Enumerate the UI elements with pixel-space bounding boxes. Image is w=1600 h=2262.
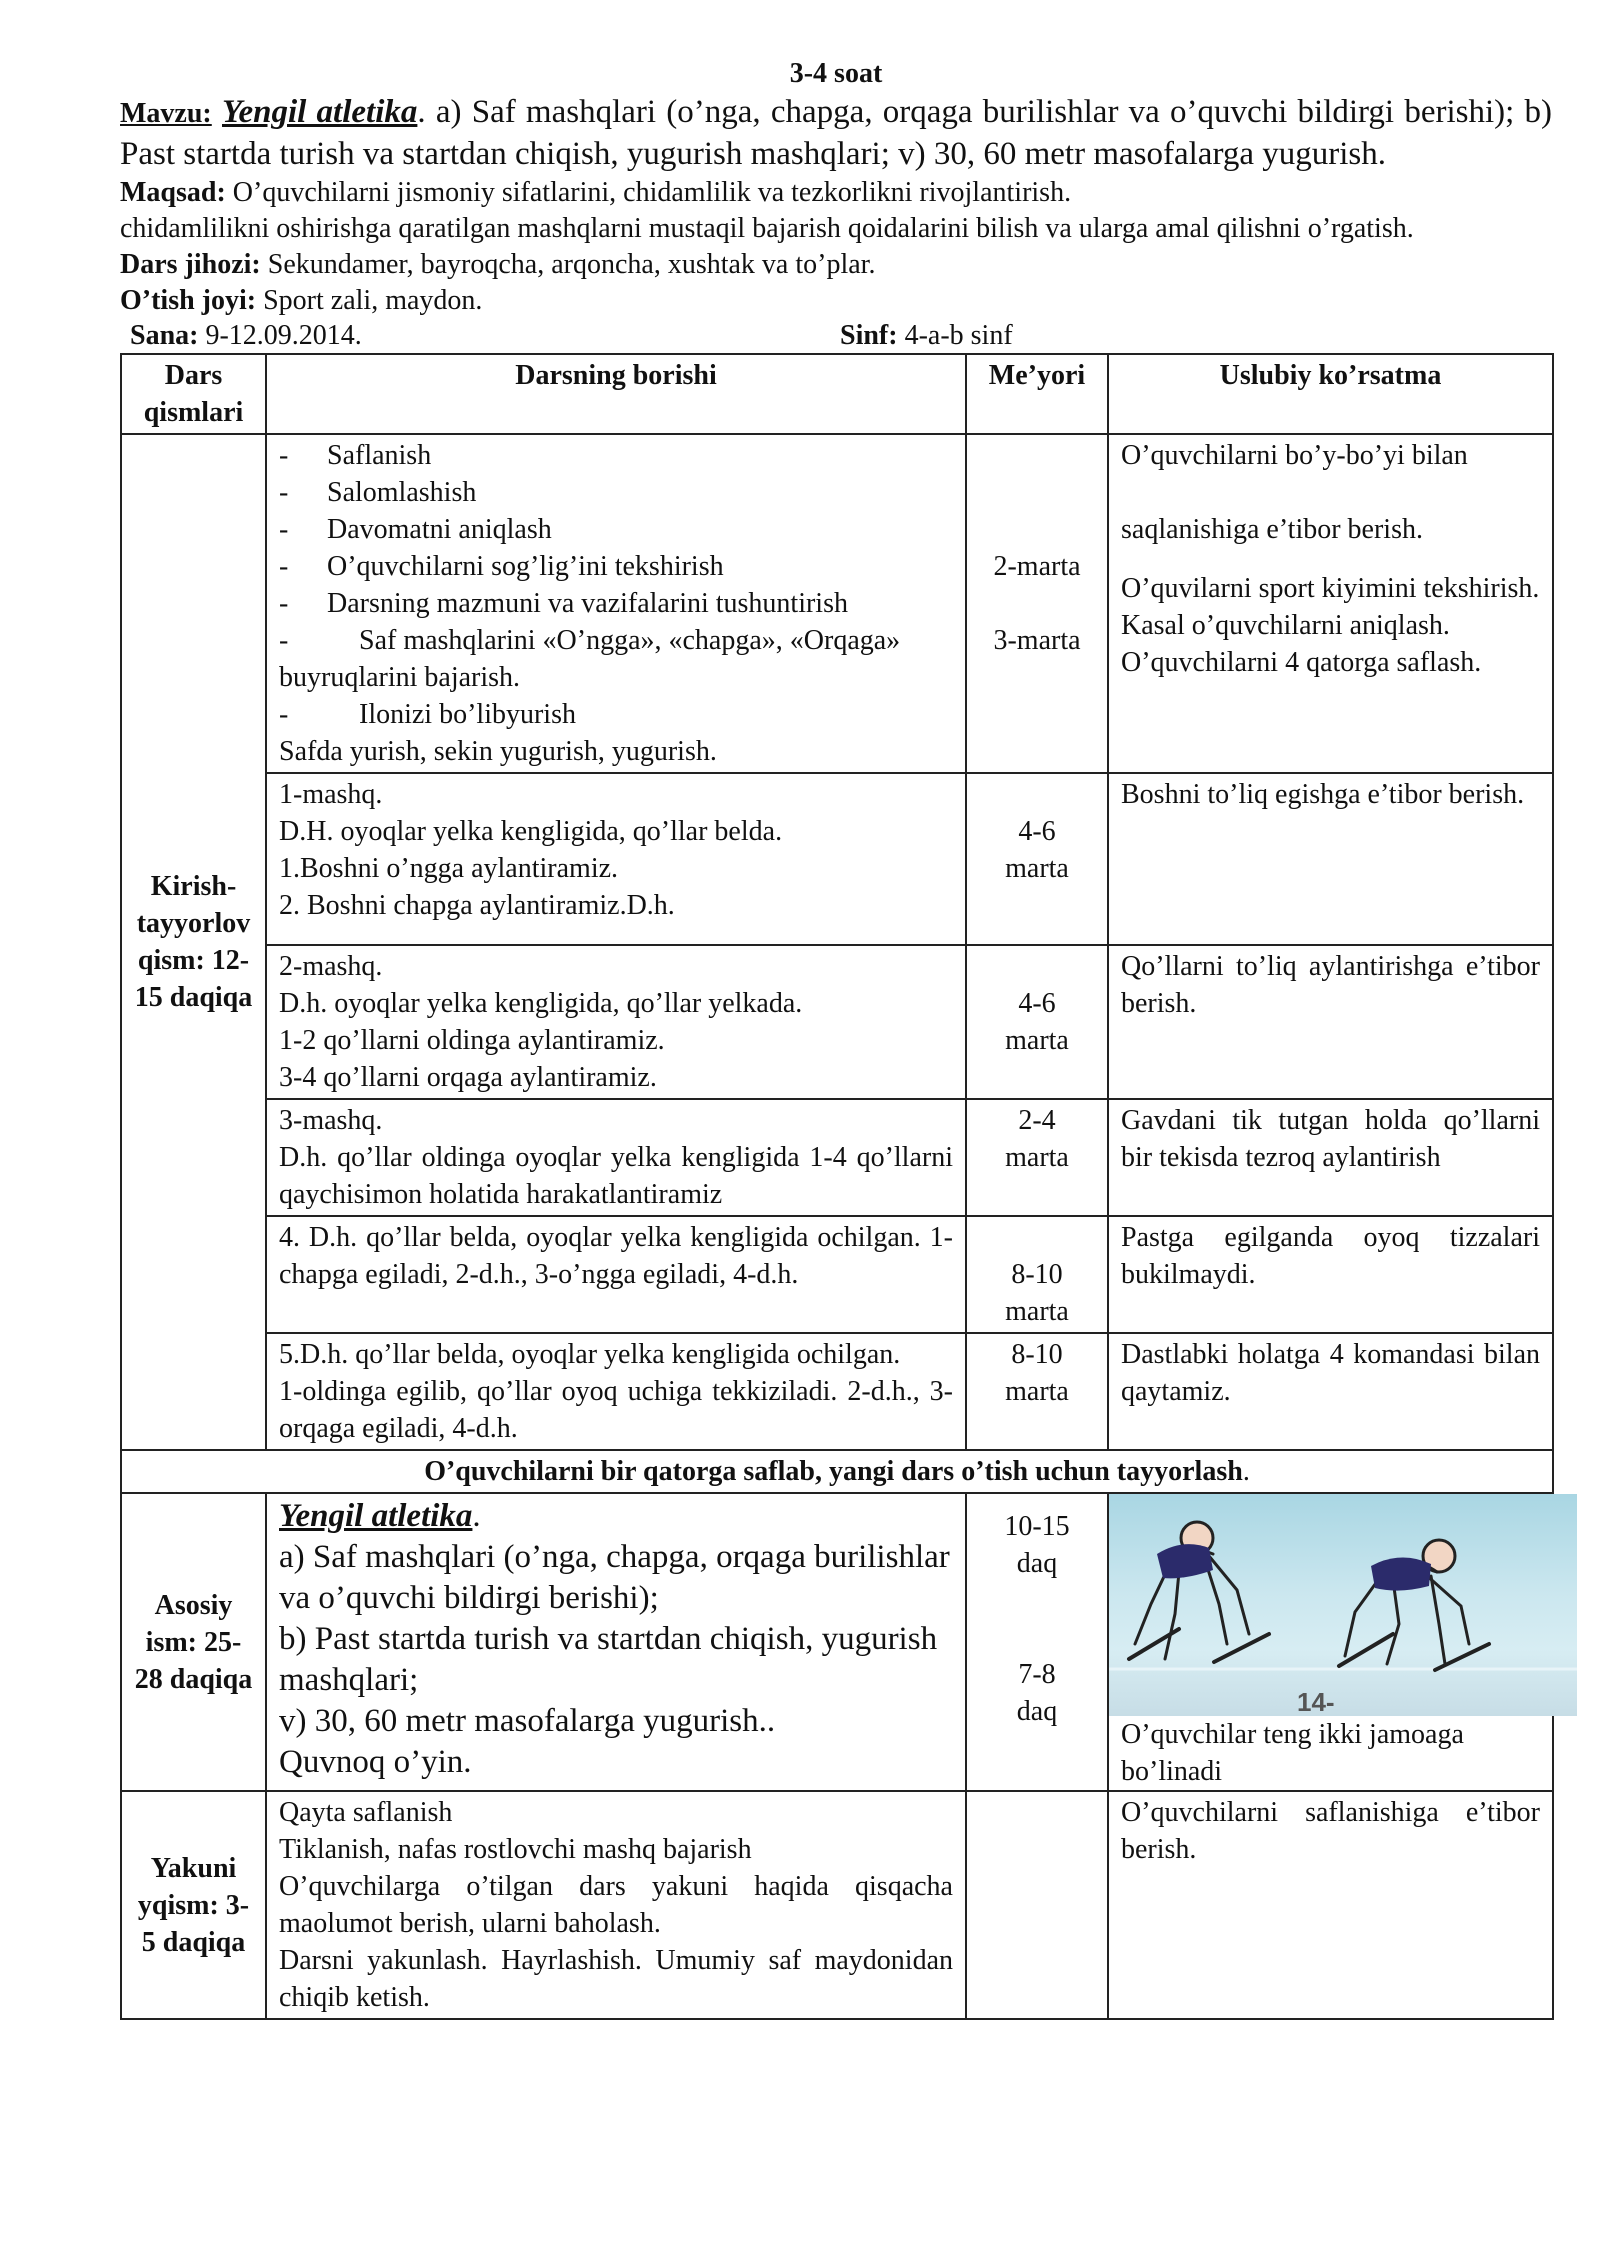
list-item: - Davomatni aniqlash [279, 514, 552, 545]
class-info [840, 319, 1013, 353]
exercise-course: 5.D.h. qo’llar belda, oyoqlar yelka kengligida ochilgan. 1-oldinga egilib, qo’llar oyoq uchiga tekkiziladi. 2-d.h., 3-orqaga egiladi, 4-d.h. [266, 1333, 966, 1450]
table-header-row [121, 354, 1553, 434]
lesson-plan-page [120, 56, 1552, 2020]
exercise-norm: 8-10 marta [966, 1333, 1108, 1450]
list-item: - Ilonizi bo’libyurish [279, 699, 576, 730]
part-intro: Kirish-tayyorlov qism: 12-15 daqiqa [121, 434, 266, 1450]
equipment-text: Sekundamer, bayroqcha, arqoncha, xushtak va to’plar. [267, 249, 876, 280]
table-row [121, 1333, 1553, 1450]
header-norm: Me’yori [966, 354, 1108, 434]
sprinter-figures-icon [1109, 1494, 1577, 1716]
exercise-course: 1-mashq. D.H. oyoqlar yelka kengligida, qo’llar belda. 1.Boshni o’ngga aylantiramiz. 2. Boshni chapga aylantiramiz.D.h. [266, 773, 966, 945]
final-norm [966, 1791, 1108, 2019]
list-item: v) 30, 60 metr masofalarga yugurish.. [279, 1703, 776, 1739]
place-label: O’tish joyi: [120, 285, 257, 316]
goal-label: Maqsad: [120, 177, 226, 208]
lesson-hours: 3-4 soat [789, 58, 883, 89]
exercise-method: Qo’llarni to’liq aylantirishga e’tibor berish. [1108, 945, 1553, 1099]
header-parts: Dars qismlari [121, 354, 266, 434]
exercise-norm: 4-6 marta [966, 773, 1108, 945]
exercise-method: Gavdani tik tutgan holda qo’llarni bir tekisda tezroq aylantirish [1108, 1099, 1553, 1216]
date-text: 9-12.09.2014. [205, 320, 362, 351]
list-item: a) Saf mashqlari (o’nga, chapga, orqaga burilishlar va o’quvchi bildirgi berishi); [279, 1539, 950, 1616]
topic-text: . a) Saf mashqlari (o’nga, chapga, orqaga burilishlar va o’quvchi bildirgi berishi); b) Past startda turish va startdan chiqish, yugurish mashqlari; v) 30, 60 metr masofalarga yugurish. [120, 94, 1553, 172]
list-item: - Salomlashish [279, 477, 477, 508]
header-method: Uslubiy ko’rsatma [1108, 354, 1553, 434]
list-item: Safda yurish, sekin yugurish, yugurish. [279, 736, 717, 767]
low-start-illustration [1109, 1494, 1577, 1716]
exercise-norm: 4-6 marta [966, 945, 1108, 1099]
figure-number: 14- [1297, 1687, 1335, 1716]
part-main: Asosiy ism: 25-28 daqiqa [121, 1493, 266, 1791]
topic-label: Mavzu: [120, 98, 212, 129]
list-item: - Saf mashqlarini «O’ngga», «chapga», «Orqaga» buyruqlarini bajarish. [279, 625, 901, 693]
place [120, 283, 1552, 319]
exercise-norm: 8-10 marta [966, 1216, 1108, 1333]
place-text: Sport zali, maydon. [263, 285, 483, 316]
intro-method: O’quvchilarni bo’y-bo’yi bilan saqlanishiga e’tibor berish. O’quvilarni sport kiyimini tekshirish. Kasal o’quvchilarni aniqlash. O’quvchilarni 4 qatorga saflash. [1108, 434, 1553, 773]
intro-norm [966, 434, 1108, 773]
list-item: Quvnoq o’yin. [279, 1744, 472, 1780]
goal-text-2: chidamlilikni oshirishga qaratilgan mashqlarni mustaqil bajarish qoidalarini bilish va ularga amal qilishni o’rgatish. [120, 213, 1414, 244]
table-row [121, 1493, 1553, 1791]
date-label: Sana: [130, 320, 199, 351]
intro-course [266, 434, 966, 773]
equipment-label: Dars jihozi: [120, 249, 261, 280]
final-course: Qayta saflanish Tiklanish, nafas rostlovchi mashq bajarish O’quvchilarga o’tilgan dars yakuni haqida qisqacha maolumot berish, ularni baholash. Darsni yakunlash. Hayrlashish. Umumiy saf maydonidan chiqib ketish. [266, 1791, 966, 2019]
main-course: Yengil atletika. a) Saf mashqlari (o’nga, chapga, orqaga burilishlar va o’quvchi bildirgi berishi); b) Past startda turish va startdan chiqish, yugurish mashqlari; v) 30, 60 metr masofalarga yugurish.. Quvnoq o’yin. [266, 1493, 966, 1791]
main-method [1108, 1493, 1553, 1791]
table-row [121, 945, 1553, 1099]
exercise-course: 2-mashq. D.h. oyoqlar yelka kengligida, qo’llar yelkada. 1-2 qo’llarni oldinga aylantiramiz. 3-4 qo’llarni orqaga aylantiramiz. [266, 945, 966, 1099]
exercise-norm: 2-4 marta [966, 1099, 1108, 1216]
class-label: Sinf: [840, 320, 898, 351]
list-item: - O’quvchilarni sog’lig’ini tekshirish [279, 551, 724, 582]
table-row [121, 1450, 1553, 1493]
date-class-line [130, 319, 1552, 353]
table-row [121, 434, 1553, 773]
exercise-method: Dastlabki holatga 4 komandasi bilan qaytamiz. [1108, 1333, 1553, 1450]
list-item: - Darsning mazmuni va vazifalarini tushuntirish [279, 588, 848, 619]
main-title: Yengil atletika [279, 1498, 473, 1534]
lesson-table [120, 353, 1554, 2020]
list-item: b) Past startda turish va startdan chiqish, yugurish mashqlari; [279, 1621, 938, 1698]
equipment [120, 247, 1552, 283]
table-row [121, 1216, 1553, 1333]
table-row [121, 1099, 1553, 1216]
header-course: Darsning borishi [266, 354, 966, 434]
exercise-course: 4. D.h. qo’llar belda, oyoqlar yelka kengligida ochilgan. 1-chapga egiladi, 2-d.h., 3-o’ngga egiladi, 4-d.h. [266, 1216, 966, 1333]
part-final: Yakuni yqism: 3-5 daqiqa [121, 1791, 266, 2019]
list-item: - Saflanish [279, 440, 432, 471]
exercise-course: 3-mashq. D.h. qo’llar oldinga oyoqlar yelka kengligida 1-4 qo’llarni qaychisimon holatida harakatlantiramiz [266, 1099, 966, 1216]
main-norm: 10-15 daq 7-8 daq [966, 1493, 1108, 1791]
norm-value: 2-marta [993, 551, 1081, 582]
transition-row: O’quvchilarni bir qatorga saflab, yangi dars o’tish uchun tayyorlash. [121, 1450, 1553, 1493]
table-row [121, 1791, 1553, 2019]
topic [120, 92, 1552, 175]
goal-text: O’quvchilarni jismoniy sifatlarini, chidamlilik va tezkorlikni rivojlantirish. [232, 177, 1072, 208]
main-method-text: O’quvchilar teng ikki jamoaga bo’linadi [1121, 1719, 1464, 1787]
table-row [121, 773, 1553, 945]
exercise-method: Boshni to’liq egishga e’tibor berish. [1108, 773, 1553, 945]
topic-title: Yengil atletika [222, 94, 418, 130]
exercise-method: Pastga egilganda oyoq tizzalari bukilmaydi. [1108, 1216, 1553, 1333]
goal [120, 175, 1552, 211]
norm-value: 3-marta [993, 625, 1081, 656]
class-text: 4-a-b sinf [904, 320, 1013, 351]
final-method: O’quvchilarni saflanishiga e’tibor berish. [1108, 1791, 1553, 2019]
